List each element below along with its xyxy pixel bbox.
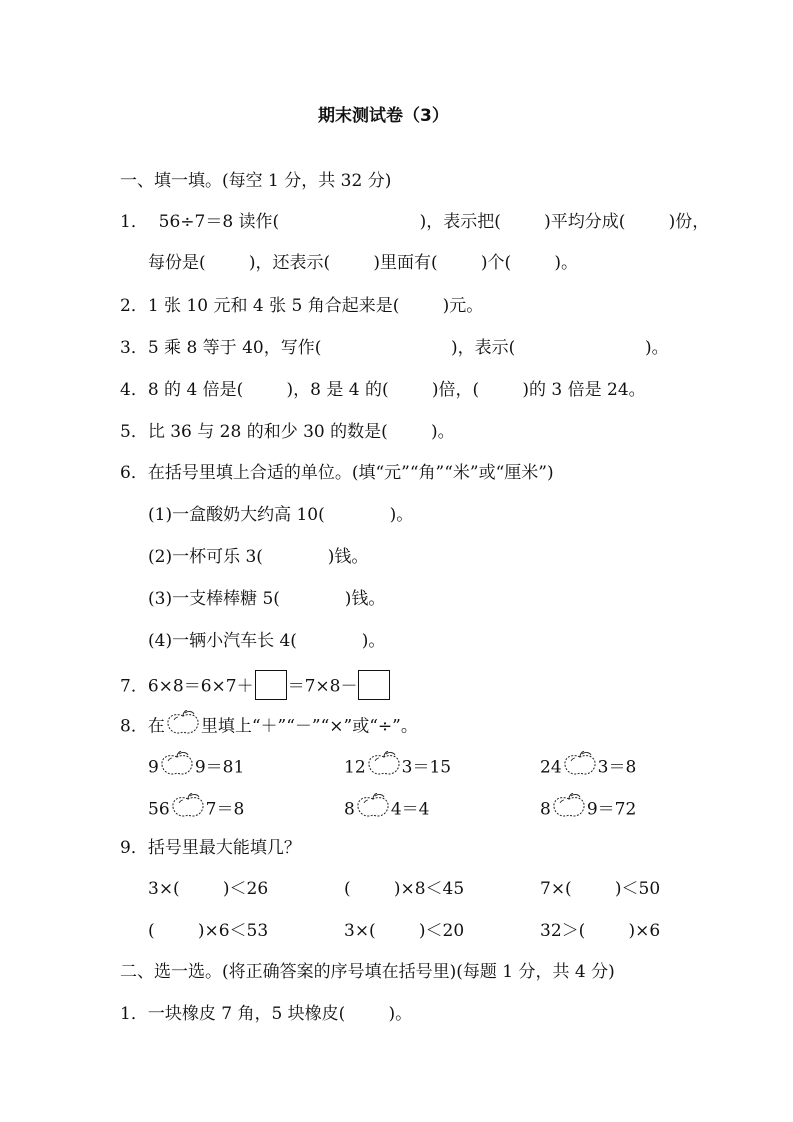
question-8-item (148, 797, 244, 823)
question-2: 2．1 张 10 元和 4 张 5 角合起来是( )元。 (120, 296, 484, 316)
operand-right: 4＝4 (390, 799, 430, 820)
page-title: 期末测试卷（3） (318, 106, 449, 126)
operand-left: 8 (344, 799, 355, 820)
question-8-part-b: 里填上“＋”“－”“×”或“÷”。 (200, 716, 418, 737)
question-1-line2: 每份是( )，还表示( )里面有( )个( )。 (148, 253, 578, 273)
apple-outline-icon[interactable] (552, 793, 586, 819)
operand-right: 3＝15 (401, 757, 452, 778)
answer-box-2[interactable] (358, 670, 390, 700)
question-7-part-a: 7．6×8＝6×7＋ (120, 676, 254, 697)
apple-outline-icon[interactable] (171, 793, 205, 819)
question-9-item: ( )×6＜53 (148, 921, 269, 941)
question-7-part-b: ＝7×8－ (287, 676, 358, 697)
apple-outline-icon[interactable] (367, 751, 401, 777)
question-8-part-a: 8．在 (120, 716, 165, 737)
apple-outline-icon[interactable] (160, 751, 194, 777)
question-8 (120, 714, 418, 740)
operand-right: 3＝8 (597, 757, 637, 778)
question-8-item (148, 755, 244, 781)
question-7 (120, 672, 391, 702)
question-8-item (540, 755, 636, 781)
section2-heading: 二、选一选。(将正确答案的序号填在括号里)(每题 1 分，共 4 分) (120, 962, 615, 982)
question-9: 9．括号里最大能填几？ (120, 838, 301, 858)
question-9-item: ( )×8＜45 (344, 879, 465, 899)
question-8-item (540, 797, 636, 823)
question-6: 6．在括号里填上合适的单位。(填“元”“角”“米”或“厘米”) (120, 463, 554, 483)
question-8-item (344, 797, 429, 823)
question-5: 5．比 36 与 28 的和少 30 的数是( )。 (120, 422, 455, 442)
apple-outline-icon[interactable] (356, 793, 390, 819)
question-6-item-2: (2)一杯可乐 3( )钱。 (148, 547, 369, 567)
section2-question-1: 1．一块橡皮 7 角，5 块橡皮( )。 (120, 1004, 413, 1024)
operand-left: 8 (540, 799, 551, 820)
operand-right: 9＝81 (194, 757, 245, 778)
question-3: 3．5 乘 8 等于 40，写作( )，表示( )。 (120, 338, 669, 358)
apple-outline-icon[interactable] (563, 751, 597, 777)
operand-left: 24 (540, 757, 562, 778)
operand-right: 7＝8 (205, 799, 245, 820)
question-9-item: 7×( )＜50 (540, 879, 661, 899)
apple-outline-icon (166, 710, 200, 736)
section1-heading: 一、填一填。(每空 1 分，共 32 分) (120, 171, 392, 191)
question-6-item-1: (1)一盒酸奶大约高 10( )。 (148, 505, 414, 525)
question-4: 4．8 的 4 倍是( )，8 是 4 的( )倍，( )的 3 倍是 24。 (120, 380, 646, 400)
question-9-item: 3×( )＜26 (148, 879, 269, 899)
operand-left: 56 (148, 799, 170, 820)
question-9-item: 32＞( )×6 (540, 921, 661, 941)
question-6-item-3: (3)一支棒棒糖 5( )钱。 (148, 589, 386, 609)
operand-left: 12 (344, 757, 366, 778)
answer-box-1[interactable] (255, 670, 287, 700)
question-9-item: 3×( )＜20 (344, 921, 465, 941)
question-1-line1: 1． 56÷7＝8 读作( )，表示把( )平均分成( )份， (120, 212, 710, 232)
operand-right: 9＝72 (586, 799, 637, 820)
operand-left: 9 (148, 757, 159, 778)
question-6-item-4: (4)一辆小汽车长 4( )。 (148, 631, 386, 651)
question-8-item (344, 755, 451, 781)
